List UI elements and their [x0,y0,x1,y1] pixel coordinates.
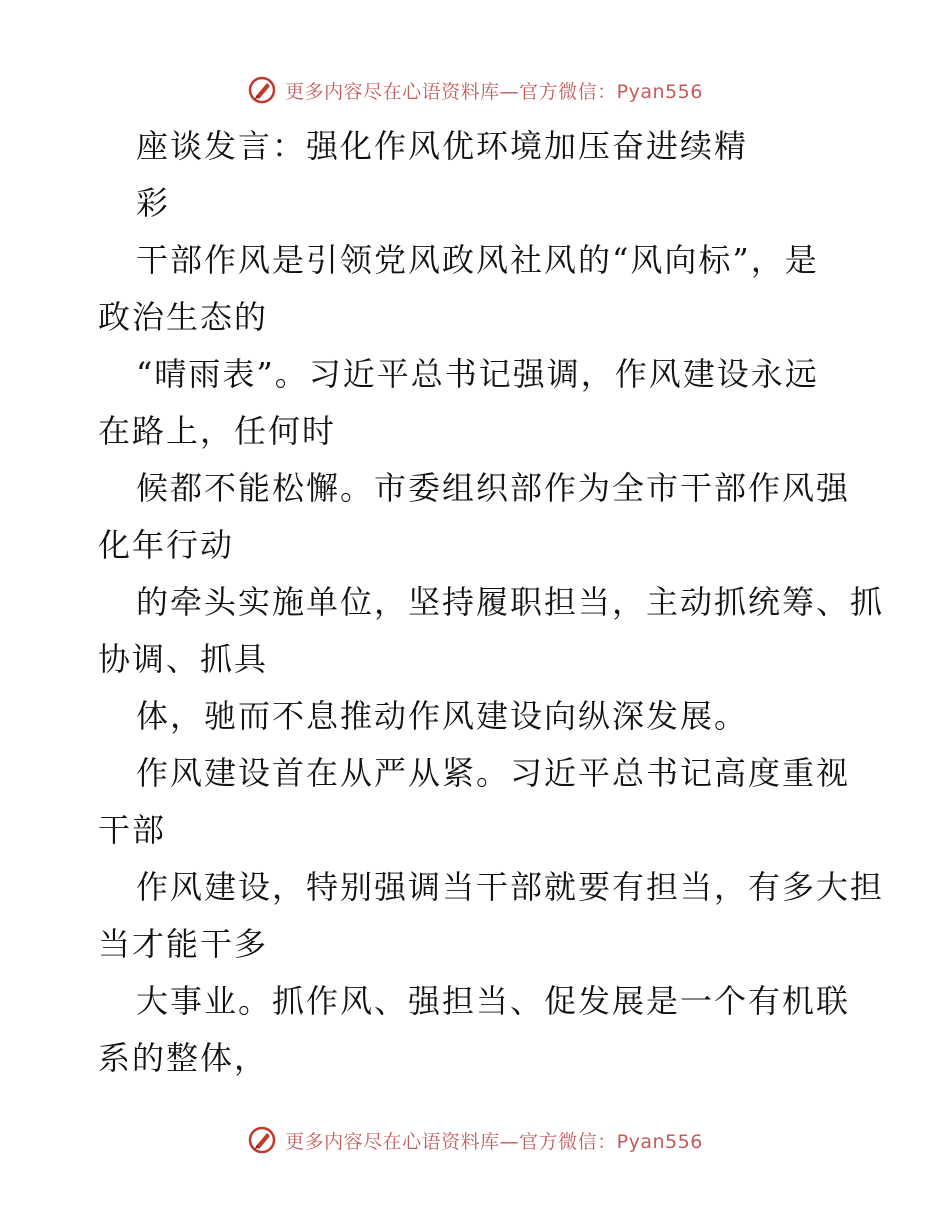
text-line: 干部 [98,811,167,849]
header-watermark [0,70,950,110]
pen-seal-icon [247,1125,277,1155]
text-line: 在路上，任何时 [98,412,337,450]
text-line: 的牵头实施单位，坚持履职担当，主动抓统筹、抓 [136,583,885,621]
pen-seal-icon [247,75,277,105]
text-line: 化年行动 [98,526,235,564]
text-line: 作风建设首在从严从紧。习近平总书记高度重视 [136,754,851,792]
text-line: 作风建设，特别强调当干部就要有担当，有多大担 [136,868,885,906]
footer-watermark [0,1120,950,1160]
text-line: 座谈发言：强化作风优环境加压奋进续精 [136,127,749,165]
text-line: 当才能干多 [98,925,269,963]
text-line: 系的整体， [98,1039,269,1077]
text-line: 大事业。抓作风、强担当、促发展是一个有机联 [136,982,851,1020]
document-body [98,118,885,1087]
text-line: 政治生态的 [98,298,269,336]
text-line: 候都不能松懈。市委组织部作为全市干部作风强 [136,469,851,507]
text-line: 体，驰而不息推动作风建设向纵深发展。 [136,697,749,735]
watermark-text: 更多内容尽在心语资料库—官方微信：Pyan556 [285,1130,703,1153]
watermark-text: 更多内容尽在心语资料库—官方微信：Pyan556 [285,80,703,103]
text-line: 协调、抓具 [98,640,269,678]
text-line: “晴雨表”。习近平总书记强调，作风建设永远 [136,355,819,393]
text-line: 干部作风是引领党风政风社风的“风向标”，是 [136,241,819,279]
text-line: 彩 [136,184,171,222]
